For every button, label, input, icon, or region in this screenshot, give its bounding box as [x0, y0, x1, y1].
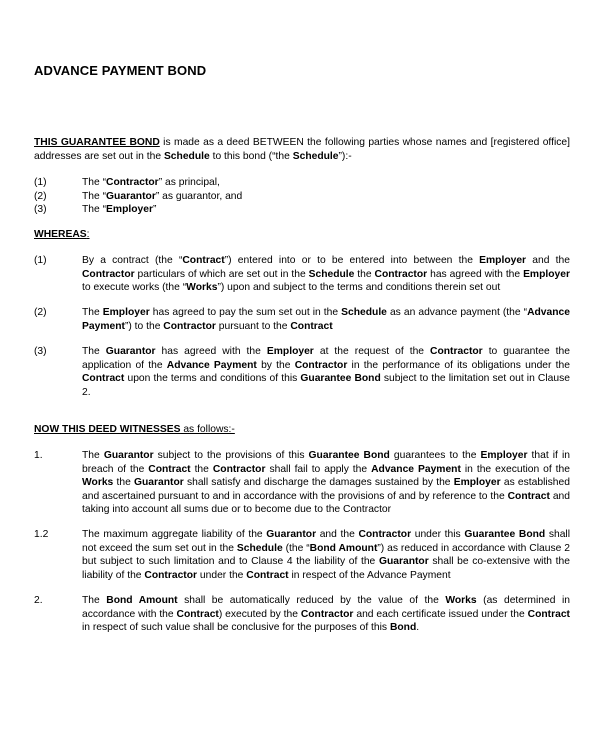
bold-term: Guarantee Bond	[300, 373, 381, 384]
bold-term: Contractor	[144, 569, 198, 581]
bold-term: Guarantor	[378, 556, 429, 567]
clause-item	[34, 594, 570, 635]
party-text: The “Employer”	[82, 204, 157, 215]
bold-term: Contract	[82, 373, 125, 384]
recital-item	[34, 306, 570, 333]
bold-term: Contract	[148, 463, 191, 475]
bold-term: Guarantor	[133, 477, 184, 488]
bold-term: Contractor	[374, 268, 428, 280]
bold-term: Contract	[246, 569, 289, 581]
party-number: (3)	[34, 204, 47, 215]
bold-term: Schedule	[341, 307, 387, 318]
bold-term: Works	[445, 595, 477, 606]
bold-term: Guarantor	[105, 346, 156, 357]
bold-term: Schedule	[308, 268, 355, 280]
party-text: The “Contractor” as principal,	[82, 177, 220, 188]
clause-body: The maximum aggregate liability of the Guarantor and the Contractor under this Guarantee Bond shall not exceed the sum set out in the Schedule (the “Bond Amount”) as reduced in accordance with Clause 2 but subject to such limitation and to Clause 4 the liability of the Guarantor shall be co-extensive with the liability of the Contractor under the Contract in respect of the Advance Payment	[82, 529, 571, 581]
recital-item	[34, 254, 570, 295]
recital-number: (1)	[34, 255, 47, 266]
bold-term: Bond Amount	[106, 595, 178, 606]
clause-item	[34, 449, 570, 517]
witnesses-heading: NOW THIS DEED WITNESSES as follows:-	[34, 424, 235, 435]
bold-term: Employer	[102, 307, 150, 318]
bold-term: Contract	[176, 608, 219, 620]
bold-term: Contract	[290, 320, 333, 332]
clause-body: The Guarantor subject to the provisions of this Guarantee Bond guarantees to the Employer that if in breach of the Contract the Contractor shall fail to apply the Advance Payment in the execution of the Works the Guarantor shall satisfy and discharge the damages sustained by the Employer as established and ascertained pursuant to and in accordance with the provisions of and by reference to the Contract and taking into account all sums due or to become due to the Contractor	[82, 450, 570, 515]
document-title: ADVANCE PAYMENT BOND	[34, 63, 207, 78]
clause-item	[34, 528, 570, 582]
bold-term: Contract	[182, 255, 225, 266]
bold-term: Advance Payment	[166, 359, 257, 371]
bold-term: Employer	[523, 268, 570, 280]
bold-term: Contract	[527, 608, 570, 620]
recital-body: The Guarantor has agreed with the Employer at the request of the Contractor to guarantee the application of the Advance Payment by the Contractor in the performance of its obligations under the Contract upon the terms and conditions of this Guarantee Bond subject to the limitation set out in Clause 2.	[82, 346, 570, 398]
bold-term: Contractor	[294, 359, 348, 371]
bold-term: Contractor	[82, 268, 135, 280]
intro-text-2: to this bond (“the	[209, 150, 293, 162]
bold-term: Contractor	[212, 463, 266, 475]
bold-term: Guarantee Bond	[308, 450, 390, 461]
clause-number: 2.	[34, 595, 43, 606]
intro-text-3: ”):-	[338, 150, 352, 162]
party-number: (2)	[34, 191, 47, 202]
intro-text-1: is made as a deed BETWEEN the following parties whose names and [registered office] addresses are set out in the	[34, 137, 570, 162]
bold-term: Employer	[266, 346, 314, 357]
bold-term: Schedule	[236, 542, 283, 554]
intro-paragraph	[34, 136, 570, 163]
bold-term: Guarantor	[103, 450, 154, 461]
bold-term: Employer	[453, 477, 501, 488]
party-number: (1)	[34, 177, 47, 188]
bold-term: Contractor	[300, 608, 354, 620]
recital-number: (2)	[34, 307, 47, 318]
intro-lead: THIS GUARANTEE BOND	[34, 137, 160, 148]
clause-number: 1.	[34, 450, 43, 461]
recital-body: By a contract (the “Contract”) entered into or to be entered into between the Employer and the Contractor particulars of which are set out in the Schedule the Contractor has agreed with the Employer to execute works (the “Works”) upon and subject to the terms and conditions therein set out	[82, 255, 570, 293]
recital-number: (3)	[34, 346, 47, 357]
bold-term: Advance Payment	[82, 307, 570, 332]
bold-term: Contractor	[430, 346, 483, 357]
bold-term: Employer	[480, 450, 528, 461]
bold-term: Bond	[389, 622, 417, 633]
bold-term: Advance Payment	[371, 463, 461, 475]
bold-term: Guarantee Bond	[464, 529, 546, 540]
clause-body: The Bond Amount shall be automatically reduced by the value of the Works (as determined in accordance with the Contract) executed by the Contractor and each certificate issued under the Contract in respect of such value shall be conclusive for the purposes of this Bond.	[82, 595, 571, 633]
party-text: The “Guarantor” as guarantor, and	[82, 191, 243, 202]
recital-body: The Employer has agreed to pay the sum set out in the Schedule as an advance payment (the “Advance Payment”) to the Contractor pursuant to the Contract	[82, 307, 570, 332]
bold-term: Contractor	[163, 320, 216, 332]
recital-item	[34, 345, 570, 399]
bold-term: Works	[82, 477, 114, 488]
bold-term: Contract	[507, 490, 550, 502]
bold-term: Employer	[479, 255, 527, 266]
whereas-heading: WHEREAS:	[34, 229, 90, 240]
clause-number: 1.2	[34, 529, 49, 540]
bold-term: Works	[186, 282, 218, 293]
intro-schedule-2: Schedule	[292, 150, 339, 162]
intro-schedule: Schedule	[163, 150, 210, 162]
bold-term: Contractor	[358, 529, 412, 540]
bold-term: Guarantor	[266, 529, 317, 540]
bold-term: Bond Amount	[309, 542, 378, 554]
